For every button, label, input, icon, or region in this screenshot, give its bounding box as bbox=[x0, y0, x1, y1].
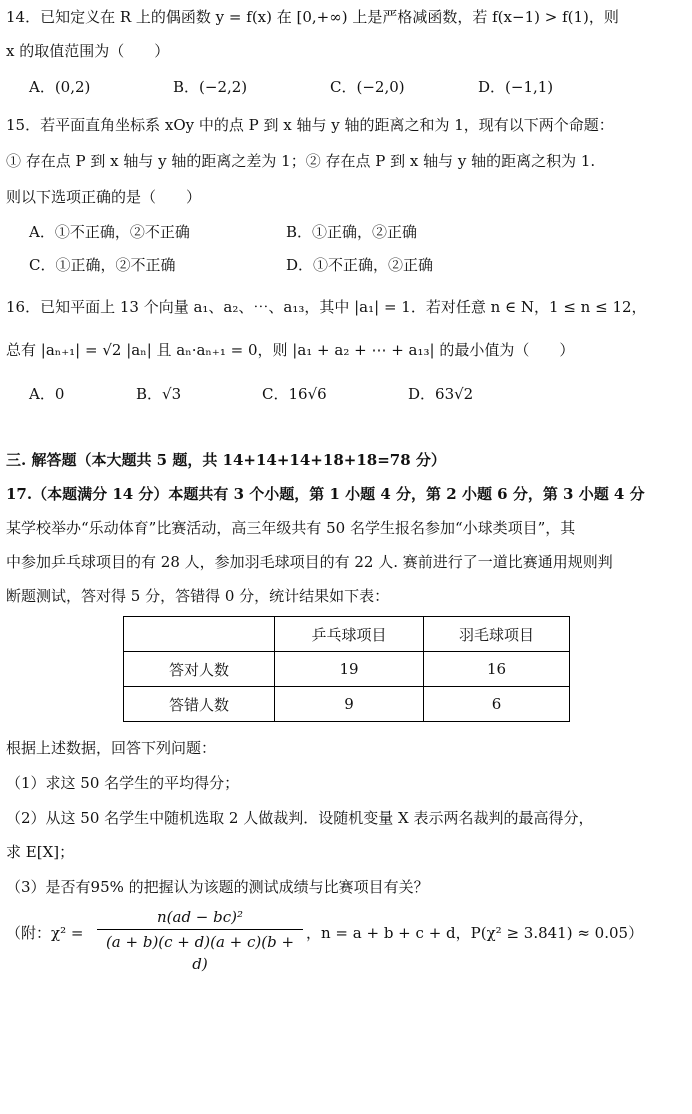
table-row bbox=[124, 687, 570, 722]
q17-sub2-line1: （2）从这 50 名学生中随机选取 2 人做裁判．设随机变量 X 表示两名裁判的最高得分， bbox=[6, 809, 594, 827]
q15-line3: 则以下选项正确的是（ ） bbox=[6, 188, 202, 206]
q15-option-d: D．①不正确，②正确 bbox=[286, 256, 434, 274]
q14-option-b: B．(−2,2) bbox=[173, 78, 248, 96]
table-cell: 19 bbox=[275, 652, 424, 687]
q17-sub3: （3）是否有95% 的把握认为该题的测试成绩与比赛项目有关？ bbox=[6, 878, 429, 896]
table-cell: 16 bbox=[424, 652, 570, 687]
table-cell: 6 bbox=[424, 687, 570, 722]
q15-option-c: C．①正确，②不正确 bbox=[29, 256, 176, 274]
q17-para-line3: 断题测试，答对得 5 分，答错得 0 分，统计结果如下表： bbox=[6, 587, 390, 605]
table-row bbox=[124, 652, 570, 687]
q14-option-a: A．(0,2) bbox=[29, 78, 91, 96]
fraction-denominator: (a + b)(c + d)(a + c)(b + d) bbox=[105, 933, 295, 973]
table-cell bbox=[124, 617, 275, 652]
q17-para-line1: 某学校举办“乐动体育”比赛活动，高三年级共有 50 名学生报名参加“小球类项目”，其 bbox=[6, 519, 576, 537]
q17-prompt: 根据上述数据，回答下列问题： bbox=[6, 739, 217, 757]
q15-option-b: B．①正确，②正确 bbox=[286, 223, 418, 241]
q14-line2: x 的取值范围为（ ） bbox=[6, 42, 170, 60]
table-row-label: 答错人数 bbox=[124, 687, 275, 722]
fraction-bar bbox=[97, 929, 303, 930]
formula-suffix: ，n = a + b + c + d，P(χ² ≥ 3.841) ≈ 0.05） bbox=[306, 924, 644, 942]
table-header-row bbox=[124, 617, 570, 652]
q17-header: 17.（本题满分 14 分）本题共有 3 个小题，第 1 小题 4 分，第 2 小题 6 分，第 3 小题 4 分 bbox=[6, 485, 645, 503]
section-heading: 三. 解答题（本大题共 5 题，共 14+14+14+18+18=78 分） bbox=[6, 451, 446, 469]
q14-option-d: D．(−1,1) bbox=[478, 78, 554, 96]
table-row-label: 答对人数 bbox=[124, 652, 275, 687]
q16-option-a: A．0 bbox=[29, 385, 65, 403]
q14-option-c: C．(−2,0) bbox=[330, 78, 405, 96]
q16-line2: 总有 |aₙ₊₁| = √2 |aₙ| 且 aₙ·aₙ₊₁ = 0，则 |a₁ + a₂ + ⋯ + a₁₃| 的最小值为（ ） bbox=[6, 341, 575, 359]
q16-option-c: C．16√6 bbox=[262, 385, 327, 403]
q17-para-line2: 中参加乒乓球项目的有 28 人，参加羽毛球项目的有 22 人. 赛前进行了一道比赛通用规则判 bbox=[6, 553, 613, 571]
table-header-cell: 羽毛球项目 bbox=[424, 617, 570, 652]
q17-sub2-line2: 求 E[X]； bbox=[6, 843, 75, 861]
table-cell: 9 bbox=[275, 687, 424, 722]
table-header-cell: 乒乓球项目 bbox=[275, 617, 424, 652]
q16-option-d: D．63√2 bbox=[408, 385, 474, 403]
formula-prefix: （附：χ² = bbox=[6, 924, 84, 942]
q15-line1: 15．若平面直角坐标系 xOy 中的点 P 到 x 轴与 y 轴的距离之和为 1，现有以下两个命题： bbox=[6, 116, 614, 134]
result-table bbox=[123, 616, 570, 722]
fraction-numerator: n(ad − bc)² bbox=[156, 908, 244, 926]
chi-square-fraction bbox=[97, 906, 303, 973]
q17-sub1: （1）求这 50 名学生的平均得分； bbox=[6, 774, 240, 792]
q14-line1: 14．已知定义在 R 上的偶函数 y = f(x) 在 [0,+∞) 上是严格减函数，若 f(x−1) > f(1)，则 bbox=[6, 8, 619, 26]
q16-line1: 16．已知平面上 13 个向量 a₁、a₂、⋯、a₁₃，其中 |a₁| = 1．若对任意 n ∈ N，1 ≤ n ≤ 12， bbox=[6, 298, 647, 316]
q15-option-a: A．①不正确，②不正确 bbox=[29, 223, 190, 241]
q15-line2: ① 存在点 P 到 x 轴与 y 轴的距离之差为 1；② 存在点 P 到 x 轴与 y 轴的距离之积为 1. bbox=[6, 152, 596, 170]
q16-option-b: B．√3 bbox=[136, 385, 182, 403]
